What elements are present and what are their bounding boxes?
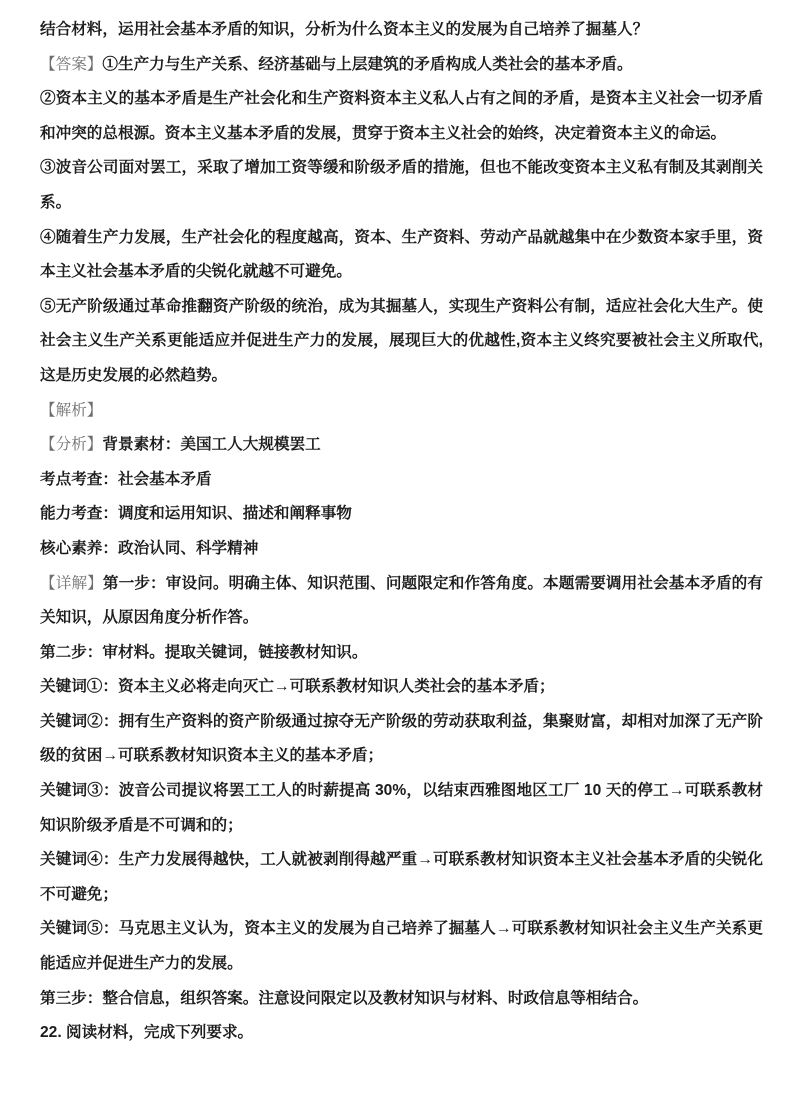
paragraph-text: ②资本主义的基本矛盾是生产社会化和生产资料资本主义私人占有之间的矛盾，是资本主义社会一切矛盾和冲突的总根源。资本主义基本矛盾的发展，贯穿于资本主义社会的始终，决定着资本主义的命运。 bbox=[40, 90, 763, 142]
keyword-5 bbox=[40, 912, 763, 981]
analysis-exam-point bbox=[40, 463, 763, 498]
answer-point-2 bbox=[40, 82, 763, 151]
paragraph-text: 能力考查：调度和运用知识、描述和阐释事物 bbox=[40, 505, 352, 523]
paragraph-text: 背景素材：美国工人大规模罢工 bbox=[102, 436, 321, 454]
paragraph-text: ①生产力与生产关系、经济基础与上层建筑的矛盾构成人类社会的基本矛盾。 bbox=[102, 55, 633, 73]
section-label: 【答案】 bbox=[40, 55, 103, 73]
keyword-3 bbox=[40, 774, 763, 843]
paragraph-text: 第二步：审材料。提取关键词，链接教材知识。 bbox=[40, 643, 368, 661]
paragraph-text: 关键词③：波音公司提议将罢工工人的时薪提高 30%，以结束西雅图地区工厂 10 天的停工→可联系教材知识阶级矛盾是不可调和的； bbox=[40, 782, 763, 834]
analysis-core-literacy bbox=[40, 532, 763, 567]
paragraph-text: 关键词⑤：马克思主义认为，资本主义的发展为自己培养了掘墓人→可联系教材知识社会主义生产关系更能适应并促进生产力的发展。 bbox=[40, 920, 763, 973]
analysis-ability bbox=[40, 497, 763, 532]
paragraph-text: ⑤无产阶级通过革命推翻资产阶级的统治，成为其掘墓人，实现生产资料公有制，适应社会化大生产。使社会主义生产关系更能适应并促进生产力的发展，展现巨大的优越性,资本主义终究要被社会主义所取代,这是历史发展的必然趋势。 bbox=[40, 297, 763, 384]
paragraph-text: 核心素养：政治认同、科学精神 bbox=[40, 539, 259, 557]
paragraph-text: 结合材料，运用社会基本矛盾的知识，分析为什么资本主义的发展为自己培养了掘墓人？ bbox=[40, 21, 649, 38]
analysis-background bbox=[40, 428, 763, 463]
answer-point-1 bbox=[40, 48, 763, 83]
question-text bbox=[40, 13, 763, 48]
paragraph-text: 考点考查：社会基本矛盾 bbox=[40, 470, 212, 488]
answer-point-4 bbox=[40, 221, 763, 290]
paragraph-text: ④随着生产力发展，生产社会化的程度越高，资本、生产资料、劳动产品就越集中在少数资本家手里，资本主义社会基本矛盾的尖锐化就越不可避免。 bbox=[40, 228, 763, 281]
paragraph-text: 第一步：审设问。明确主体、知识范围、问题限定和作答角度。本题需要调用社会基本矛盾的有关知识，从原因角度分析作答。 bbox=[40, 574, 763, 627]
answer-point-3 bbox=[40, 151, 763, 220]
keyword-4 bbox=[40, 843, 763, 912]
paragraph-text: 第三步：整合信息，组织答案。注意设问限定以及教材知识与材料、时政信息等相结合。 bbox=[40, 989, 649, 1007]
keyword-1 bbox=[40, 670, 763, 705]
section-label: 【解析】 bbox=[40, 401, 103, 419]
next-question-22 bbox=[40, 1016, 763, 1051]
detail-step-2 bbox=[40, 636, 763, 671]
keyword-2 bbox=[40, 705, 763, 774]
paragraph-text: 关键词②：拥有生产资料的资产阶级通过掠夺无产阶级的劳动获取利益，集聚财富，却相对加深了无产阶级的贫困→可联系教材知识资本主义的基本矛盾； bbox=[40, 712, 763, 765]
paragraph-text: ③波音公司面对罢工，采取了增加工资等缓和阶级矛盾的措施，但也不能改变资本主义私有制及其剥削关系。 bbox=[40, 159, 763, 211]
answer-point-5 bbox=[40, 290, 763, 394]
analysis-header bbox=[40, 394, 763, 429]
section-label: 【分析】 bbox=[40, 436, 103, 454]
detail-step-3 bbox=[40, 982, 763, 1017]
detail-step-1 bbox=[40, 567, 763, 636]
section-label: 【详解】 bbox=[40, 574, 103, 592]
paragraph-text: 22. 阅读材料，完成下列要求。 bbox=[40, 1024, 254, 1042]
paragraph-text: 关键词①：资本主义必将走向灭亡→可联系教材知识人类社会的基本矛盾； bbox=[40, 678, 555, 696]
paragraph-text: 关键词④：生产力发展得越快，工人就被剥削得越严重→可联系教材知识资本主义社会基本矛盾的尖锐化不可避免； bbox=[40, 851, 763, 903]
